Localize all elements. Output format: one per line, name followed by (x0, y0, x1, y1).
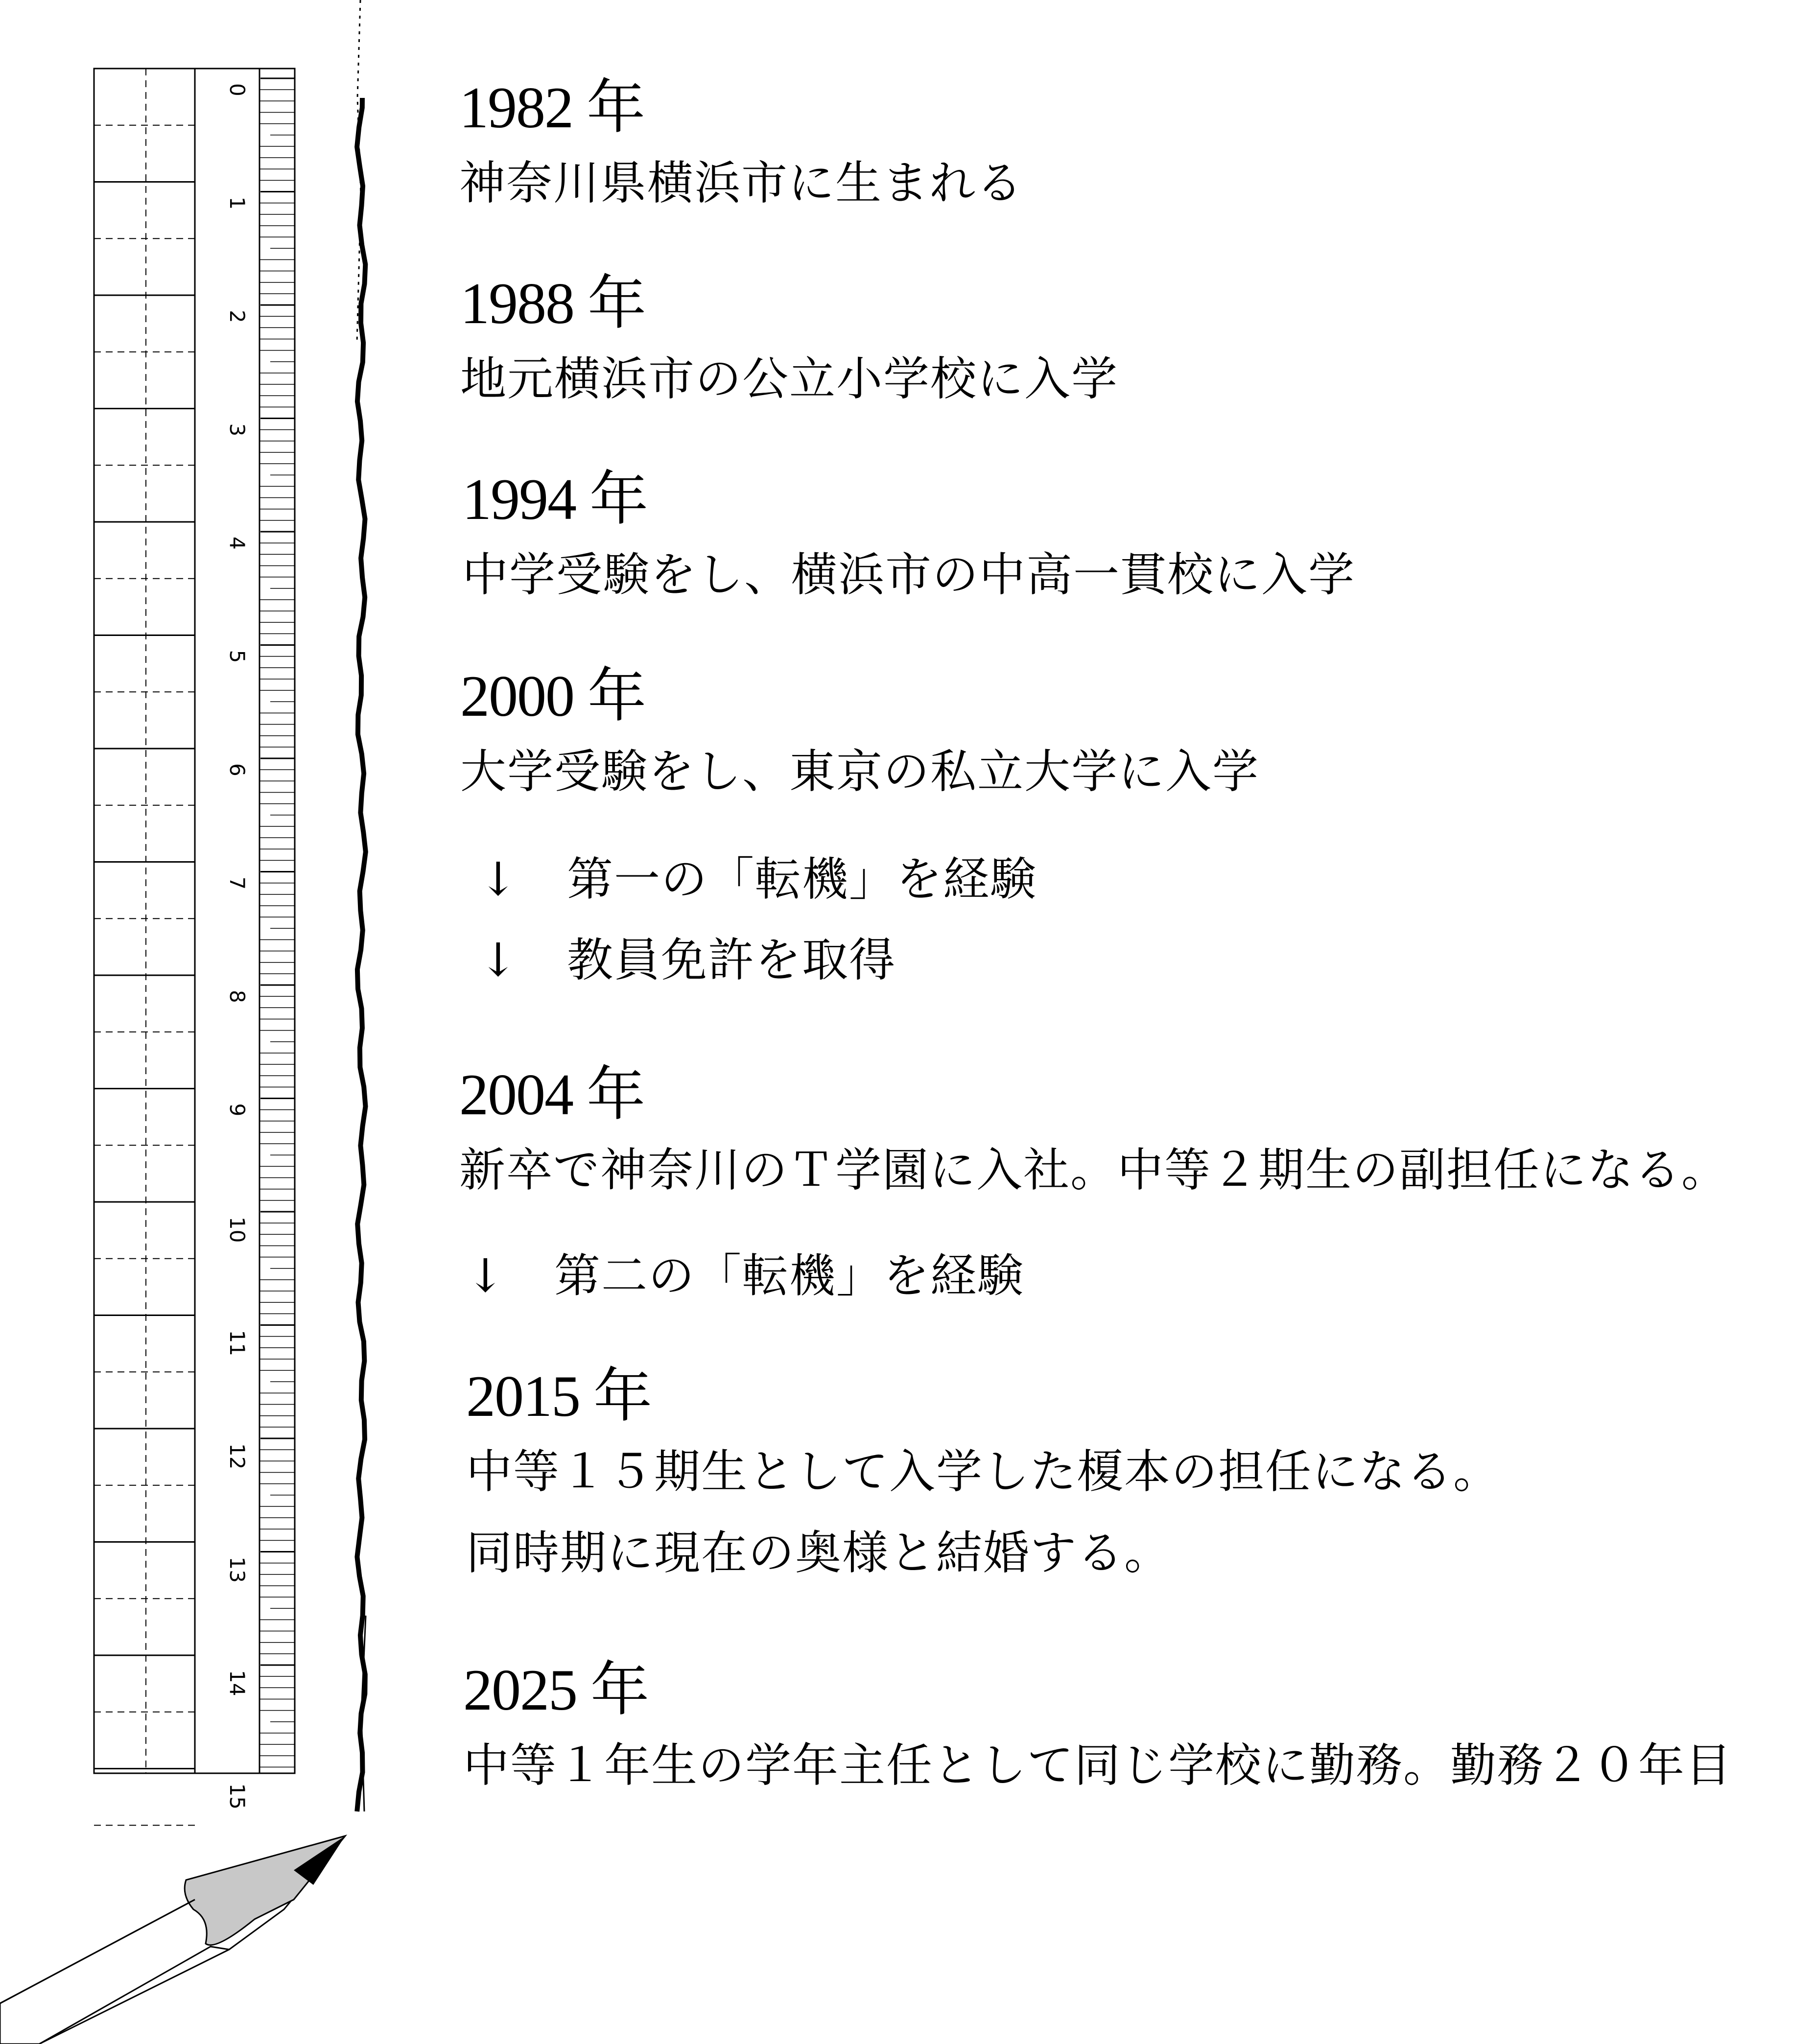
down-arrow-icon: ↓ (466, 1249, 506, 1303)
entry-description: 神奈川県横浜市に生まれる (459, 157, 1024, 210)
ruler-icon (94, 69, 295, 1825)
torn-line-icon (357, 0, 366, 1811)
ruler-label: 3 (225, 423, 249, 437)
entry-description: 中学受験をし、横浜市の中高一貫校に入学 (462, 548, 1356, 602)
ruler-label: 11 (225, 1330, 249, 1356)
entry-description: 新卒で神奈川のＴ学園に入社。中等２期生の副担任になる。 (459, 1144, 1729, 1197)
entry-year: 1988 年 (460, 271, 645, 336)
ruler-label: 1 (225, 196, 249, 210)
entry-description: 大学受験をし、東京の私立大学に入学 (460, 745, 1260, 799)
timeline-entry-2000 (460, 663, 1260, 799)
step-teaching-license (479, 934, 896, 987)
ruler-label: 12 (225, 1443, 249, 1470)
step-text: 第一の「転機」を経験 (567, 853, 1037, 906)
ruler-label: 14 (225, 1670, 249, 1696)
entry-year: 2004 年 (459, 1062, 644, 1127)
ruler-label: 13 (225, 1556, 249, 1583)
timeline-entry-1988 (460, 271, 1119, 406)
entry-year: 2000 年 (460, 663, 645, 728)
entry-description: 地元横浜市の公立小学校に入学 (460, 352, 1119, 406)
pencil-icon (0, 1836, 345, 2044)
entry-description: 中等１５期生として入学した榎本の担任になる。 (466, 1445, 1501, 1499)
ruler-label: 0 (225, 83, 249, 96)
down-arrow-icon: ↓ (479, 934, 519, 987)
ruler-label: 4 (225, 537, 249, 550)
ruler-label: 7 (225, 876, 249, 890)
entry-description: 同時期に現在の奥様と結婚する。 (466, 1527, 1172, 1580)
ruler-label: 6 (225, 763, 249, 776)
entry-year: 1994 年 (462, 467, 647, 532)
step-text: 第二の「転機」を経験 (554, 1249, 1025, 1303)
ruler-label: 10 (225, 1217, 249, 1243)
ruler-label: 9 (225, 1103, 249, 1117)
ruler-label: 15 (225, 1783, 249, 1809)
timeline-entry-1994 (462, 467, 1356, 602)
entry-description: 中等１年生の学年主任として同じ学校に勤務。勤務２０年目 (463, 1739, 1733, 1792)
timeline-entry-1982 (459, 75, 1024, 210)
entry-year: 1982 年 (459, 75, 644, 140)
entry-year: 2015 年 (466, 1363, 651, 1429)
step-text: 教員免許を取得 (567, 934, 896, 987)
entry-year: 2025 年 (463, 1657, 648, 1722)
timeline-entry-2015 (466, 1363, 1501, 1580)
ruler-label: 8 (225, 990, 249, 1003)
down-arrow-icon: ↓ (479, 853, 519, 906)
step-second-turning-point (466, 1249, 1025, 1303)
ruler-label: 5 (225, 650, 249, 663)
timeline-entry-2004 (459, 1062, 1729, 1197)
timeline-entry-2025 (463, 1657, 1733, 1792)
step-first-turning-point (479, 853, 1037, 906)
ruler-label: 2 (225, 310, 249, 323)
